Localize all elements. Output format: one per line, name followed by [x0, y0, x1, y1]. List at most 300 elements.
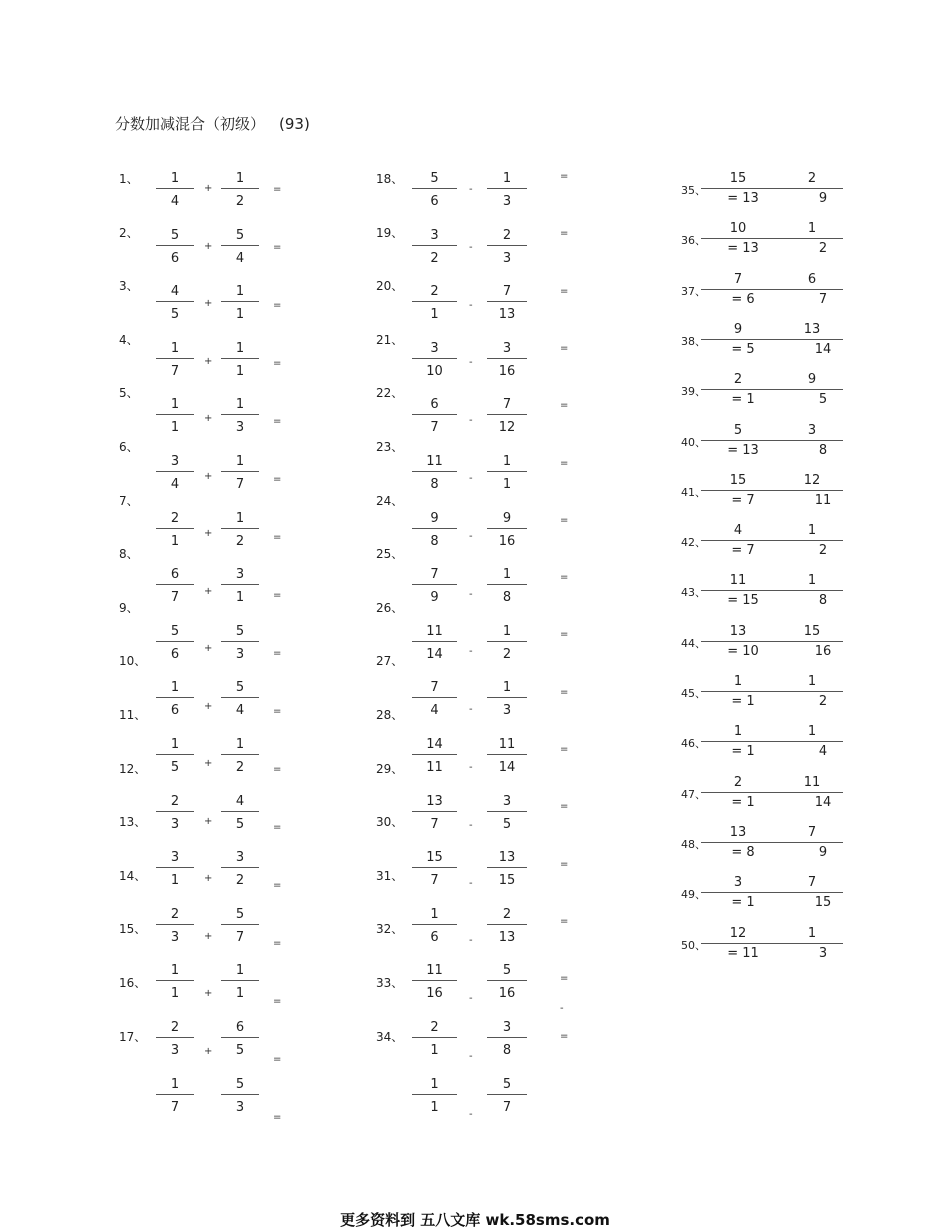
fraction-bar [487, 584, 527, 585]
problem-label: 41、 [681, 485, 706, 499]
numerator: 3 [430, 227, 439, 243]
denominator: 1 [235, 363, 245, 379]
numerator: 1 [235, 454, 245, 469]
equals-sign: = [273, 358, 282, 369]
equals-sign: = [560, 915, 569, 927]
denominator: 14 [814, 341, 832, 357]
operator-plus: + [204, 815, 213, 827]
numerator: 7 [502, 284, 512, 300]
problem-label: 22、 [376, 386, 404, 401]
numerator: 2 [733, 372, 743, 388]
numerator: 1 [235, 340, 245, 356]
fraction-bar [412, 924, 457, 925]
equals-sign: = [560, 686, 569, 698]
fraction-bar [156, 754, 194, 755]
operator-minus: - [469, 588, 473, 600]
denominator: 1 [170, 533, 180, 549]
denominator: 2 [235, 873, 245, 889]
problem-label: 43、 [681, 586, 706, 600]
fraction-bar [777, 339, 843, 340]
fraction-bar [412, 245, 457, 246]
numerator: 9 [807, 372, 817, 388]
fraction-bar [777, 238, 843, 239]
denominator: 2 [235, 533, 245, 549]
numerator: 3 [170, 454, 180, 469]
fraction-bar [221, 358, 259, 359]
problem-label: 6、 [119, 440, 139, 454]
numerator: 3 [502, 340, 512, 356]
fraction-bar [412, 471, 457, 472]
numerator: 1 [235, 284, 245, 300]
fraction-bar [487, 754, 527, 755]
denominator: 3 [170, 1043, 180, 1058]
fraction-bar [156, 414, 194, 415]
fraction-bar [487, 245, 527, 246]
fraction-bar [487, 924, 527, 925]
problem-label: 40、 [681, 435, 706, 449]
fraction-bar [701, 440, 777, 441]
numerator: 3 [430, 340, 439, 356]
operator-plus: + [204, 643, 213, 654]
denominator: 2 [818, 543, 828, 559]
denominator: 14 [814, 794, 832, 810]
numerator: 5 [235, 680, 245, 696]
fraction-bar [777, 943, 843, 944]
operator-plus: + [204, 700, 213, 712]
denominator: 8 [430, 533, 439, 549]
equals-sign: = [273, 300, 282, 311]
numerator: 15 [803, 623, 821, 639]
worksheet-title [115, 113, 310, 134]
problem-label: 36、 [681, 234, 706, 248]
denominator: 4 [170, 194, 180, 209]
denominator: 1 [502, 477, 512, 492]
equals-sign: = [560, 1030, 569, 1042]
denominator: 1 [235, 590, 245, 606]
numerator: 2 [733, 774, 743, 790]
fraction-bar [487, 1037, 527, 1038]
denominator: = 10 [727, 643, 759, 659]
operator-plus: + [204, 470, 213, 482]
problem-label: 10、 [119, 654, 147, 669]
problem-label: 37、 [681, 284, 706, 298]
fraction-bar [487, 641, 527, 642]
numerator: 2 [502, 906, 512, 922]
numerator: 1 [807, 573, 817, 589]
denominator: = 5 [731, 341, 755, 357]
problem-label: 30、 [376, 815, 404, 830]
problem-label: 31、 [376, 868, 404, 883]
numerator: 13 [729, 824, 747, 840]
equals-sign: = [273, 532, 282, 543]
problem-label: 17、 [119, 1029, 147, 1044]
problem-label: 49、 [681, 888, 706, 902]
fraction-bar [156, 1094, 194, 1095]
numerator: 9 [733, 321, 743, 337]
operator-plus: + [204, 528, 213, 539]
operator-minus: - [469, 357, 473, 369]
equals-sign: = [560, 973, 569, 985]
denominator: 8 [502, 590, 512, 606]
numerator: 7 [430, 567, 439, 583]
operator-minus: - [469, 646, 473, 658]
problem-label: 45、 [681, 687, 706, 700]
fraction-bar [777, 792, 843, 793]
denominator: 7 [170, 590, 180, 606]
operator-plus: + [204, 240, 213, 252]
operator-minus: - [469, 877, 473, 889]
numerator: 2 [170, 793, 180, 809]
operator-minus: - [469, 819, 473, 831]
numerator: 3 [502, 793, 512, 809]
numerator: 1 [170, 737, 180, 752]
fraction-bar [777, 842, 843, 843]
fraction-bar [412, 1094, 457, 1095]
fraction-bar [221, 754, 259, 755]
problem-label: 29、 [376, 761, 404, 776]
denominator: 2 [430, 250, 439, 266]
numerator: 1 [235, 171, 245, 186]
fraction-bar [412, 414, 457, 415]
fraction-bar [777, 490, 843, 491]
denominator: 6 [430, 929, 439, 945]
numerator: 3 [733, 875, 743, 891]
fraction-bar [487, 414, 527, 415]
problem-label: 34、 [376, 1029, 404, 1044]
equals-sign: = [273, 184, 282, 195]
denominator: = 1 [731, 694, 755, 709]
equals-sign: = [273, 996, 282, 1007]
fraction-bar [487, 697, 527, 698]
operator-minus: - [469, 299, 473, 311]
problem-label: 7、 [119, 493, 139, 508]
denominator: 6 [170, 703, 180, 719]
denominator: 4 [818, 744, 828, 760]
operator-plus: + [204, 988, 213, 999]
operator-plus: + [204, 758, 213, 769]
fraction-bar [701, 339, 777, 340]
denominator: 5 [235, 816, 245, 832]
fraction-bar [412, 301, 457, 302]
numerator: 1 [502, 567, 512, 583]
denominator: 1 [170, 986, 180, 1002]
problem-label: 46、 [681, 737, 706, 751]
denominator: 11 [426, 760, 443, 775]
numerator: 12 [729, 925, 747, 941]
denominator: 5 [235, 1043, 245, 1058]
problem-label: 16、 [119, 976, 147, 990]
equals-sign: = [273, 822, 282, 833]
operator-minus: - [469, 473, 473, 484]
fraction-bar [701, 490, 777, 491]
numerator: 11 [426, 963, 443, 979]
numerator: 7 [502, 397, 512, 413]
denominator: 2 [235, 194, 245, 209]
fraction-bar [487, 188, 527, 189]
fraction-bar [221, 471, 259, 472]
fraction-bar [412, 1037, 457, 1038]
fraction-bar [221, 245, 259, 246]
numerator: 1 [430, 906, 439, 922]
numerator: 5 [235, 227, 245, 243]
fraction-bar [412, 358, 457, 359]
fraction-bar [487, 358, 527, 359]
denominator: 10 [426, 363, 443, 379]
equals-sign: = [273, 474, 282, 485]
title-text: 分数加减混合（初级） [115, 115, 266, 133]
equals-sign: = [273, 242, 282, 253]
denominator: 3 [235, 1099, 245, 1115]
denominator: 8 [430, 477, 439, 492]
numerator: 1 [170, 397, 180, 413]
equals-sign: = [273, 706, 282, 717]
fraction-bar [221, 924, 259, 925]
denominator: 7 [430, 816, 439, 832]
numerator: 6 [807, 271, 817, 287]
fraction-bar [221, 697, 259, 698]
numerator: 1 [733, 674, 743, 689]
denominator: 5 [170, 307, 180, 323]
numerator: 7 [807, 875, 817, 891]
equals-sign: = [560, 400, 569, 412]
denominator: 3 [502, 194, 512, 209]
denominator: 2 [818, 241, 828, 257]
fraction-bar [156, 245, 194, 246]
numerator: 1 [807, 674, 817, 689]
denominator: = 7 [731, 492, 755, 508]
denominator: 16 [498, 363, 516, 379]
numerator: 3 [235, 567, 245, 583]
numerator: 3 [502, 1020, 512, 1035]
problem-label: 4、 [119, 332, 139, 347]
problem-label: 24、 [376, 493, 404, 508]
fraction-bar [412, 188, 457, 189]
denominator: = 1 [731, 895, 755, 911]
numerator: 1 [430, 1076, 439, 1092]
numerator: 11 [498, 737, 516, 752]
denominator: = 1 [731, 744, 755, 760]
fraction-bar [156, 811, 194, 812]
denominator: 3 [170, 816, 180, 832]
problem-label: 14、 [119, 868, 147, 883]
fraction-bar [777, 590, 843, 591]
numerator: 9 [430, 510, 439, 526]
operator-minus: - [469, 1108, 473, 1120]
denominator: 13 [498, 307, 516, 323]
equals-sign: = [560, 171, 569, 182]
problem-label: 3、 [119, 279, 139, 294]
denominator: 1 [170, 420, 180, 436]
numerator: 1 [807, 523, 817, 539]
numerator: 15 [729, 171, 747, 186]
denominator: 1 [430, 1043, 439, 1058]
denominator: 16 [426, 986, 443, 1002]
fraction-bar [221, 811, 259, 812]
operator-minus: - [469, 184, 473, 195]
fraction-bar [777, 892, 843, 893]
numerator: 11 [426, 454, 443, 469]
equals-sign: = [273, 880, 282, 891]
numerator: 5 [430, 171, 439, 186]
problem-label: 44、 [681, 636, 706, 650]
fraction-bar [701, 289, 777, 290]
denominator: 6 [430, 194, 439, 209]
denominator: = 1 [731, 392, 755, 408]
denominator: 4 [235, 250, 245, 266]
numerator: 1 [807, 221, 817, 237]
operator-plus: + [204, 183, 213, 194]
numerator: 7 [430, 680, 439, 696]
equals-sign: = [273, 1112, 282, 1123]
denominator: 1 [235, 307, 245, 323]
denominator: 7 [430, 873, 439, 889]
problem-label: 11、 [119, 708, 147, 722]
fraction-bar [221, 641, 259, 642]
numerator: 2 [430, 284, 439, 300]
denominator: 16 [498, 986, 516, 1002]
numerator: 1 [235, 397, 245, 413]
problem-label: 13、 [119, 815, 147, 830]
equals-sign: = [560, 457, 569, 469]
equals-sign: = [560, 285, 569, 297]
fraction-bar [156, 697, 194, 698]
denominator: 3 [502, 250, 512, 266]
problem-label: 33、 [376, 976, 404, 990]
numerator: 2 [430, 1020, 439, 1035]
denominator: 1 [430, 1099, 439, 1115]
fraction-bar [701, 792, 777, 793]
fraction-bar [777, 641, 843, 642]
problem-label: 48、 [681, 837, 706, 851]
numerator: 1 [502, 454, 512, 469]
fraction-bar [412, 697, 457, 698]
fraction-bar [156, 584, 194, 585]
denominator: = 15 [727, 593, 759, 609]
equals-sign: = [560, 572, 569, 584]
numerator: 2 [170, 906, 180, 922]
denominator: 2 [502, 646, 512, 662]
operator-plus: + [204, 298, 213, 309]
numerator: 2 [170, 510, 180, 526]
numerator: 1 [502, 680, 512, 696]
fraction-bar [701, 741, 777, 742]
equals-sign: = [273, 764, 282, 775]
denominator: 7 [170, 1099, 180, 1115]
fraction-bar [701, 590, 777, 591]
problem-label: 38、 [681, 334, 706, 348]
numerator: 2 [502, 227, 512, 243]
numerator: 1 [502, 171, 512, 186]
fraction-bar [156, 641, 194, 642]
denominator: 8 [818, 442, 828, 458]
equals-sign: = [273, 648, 282, 659]
denominator: 3 [235, 420, 245, 436]
numerator: 3 [170, 850, 180, 866]
denominator: 13 [498, 929, 516, 945]
fraction-bar [412, 528, 457, 529]
fraction-bar [221, 1037, 259, 1038]
denominator: 4 [430, 703, 439, 719]
problem-label: 12、 [119, 761, 147, 776]
denominator: 16 [814, 643, 832, 659]
denominator: 1 [430, 307, 439, 323]
denominator: 4 [170, 477, 180, 492]
problem-label: 15、 [119, 922, 147, 937]
denominator: = 13 [727, 191, 759, 206]
fraction-bar [701, 943, 777, 944]
fraction-bar [156, 980, 194, 981]
denominator: 3 [170, 929, 180, 945]
denominator: 7 [235, 929, 245, 945]
fraction-bar [701, 238, 777, 239]
fraction-bar [156, 188, 194, 189]
denominator: 8 [502, 1043, 512, 1058]
numerator: 9 [502, 510, 512, 526]
operator-minus: - [560, 1003, 564, 1014]
numerator: 2 [807, 171, 817, 186]
fraction-bar [777, 188, 843, 189]
problem-label: 21、 [376, 332, 404, 347]
denominator: 7 [170, 363, 180, 379]
problem-label: 47、 [681, 787, 706, 801]
fraction-bar [487, 301, 527, 302]
operator-minus: - [469, 993, 473, 1005]
operator-plus: + [204, 585, 213, 597]
numerator: 5 [170, 623, 180, 639]
numerator: 1 [807, 724, 817, 740]
numerator: 1 [807, 925, 817, 941]
numerator: 5 [235, 1076, 245, 1092]
denominator: 4 [235, 703, 245, 719]
fraction-bar [412, 641, 457, 642]
numerator: 4 [170, 284, 180, 300]
fraction-bar [221, 980, 259, 981]
fraction-bar [412, 584, 457, 585]
equals-sign: = [560, 744, 569, 755]
fraction-bar [777, 440, 843, 441]
problem-label: 27、 [376, 654, 404, 669]
numerator: 1 [733, 724, 743, 740]
numerator: 5 [733, 422, 743, 438]
problem-label: 20、 [376, 279, 404, 294]
operator-plus: + [204, 873, 213, 884]
denominator: 1 [170, 873, 180, 889]
problem-label: 50、 [681, 938, 706, 952]
denominator: 7 [430, 420, 439, 436]
equals-sign: = [560, 342, 569, 354]
denominator: 14 [498, 760, 516, 775]
numerator: 1 [502, 623, 512, 639]
equals-sign: = [560, 228, 569, 240]
numerator: 5 [170, 227, 180, 243]
numerator: 5 [235, 906, 245, 922]
fraction-bar [487, 980, 527, 981]
fraction-bar [156, 471, 194, 472]
fraction-bar [156, 358, 194, 359]
operator-minus: - [469, 704, 473, 716]
operator-minus: - [469, 530, 473, 542]
denominator: 14 [426, 646, 443, 662]
fraction-bar [701, 540, 777, 541]
numerator: 4 [733, 523, 743, 539]
denominator: = 11 [727, 945, 759, 961]
denominator: 1 [235, 986, 245, 1002]
numerator: 3 [235, 850, 245, 866]
fraction-bar [701, 842, 777, 843]
numerator: 1 [235, 510, 245, 526]
numerator: 5 [502, 963, 512, 979]
equals-sign: = [273, 590, 282, 601]
